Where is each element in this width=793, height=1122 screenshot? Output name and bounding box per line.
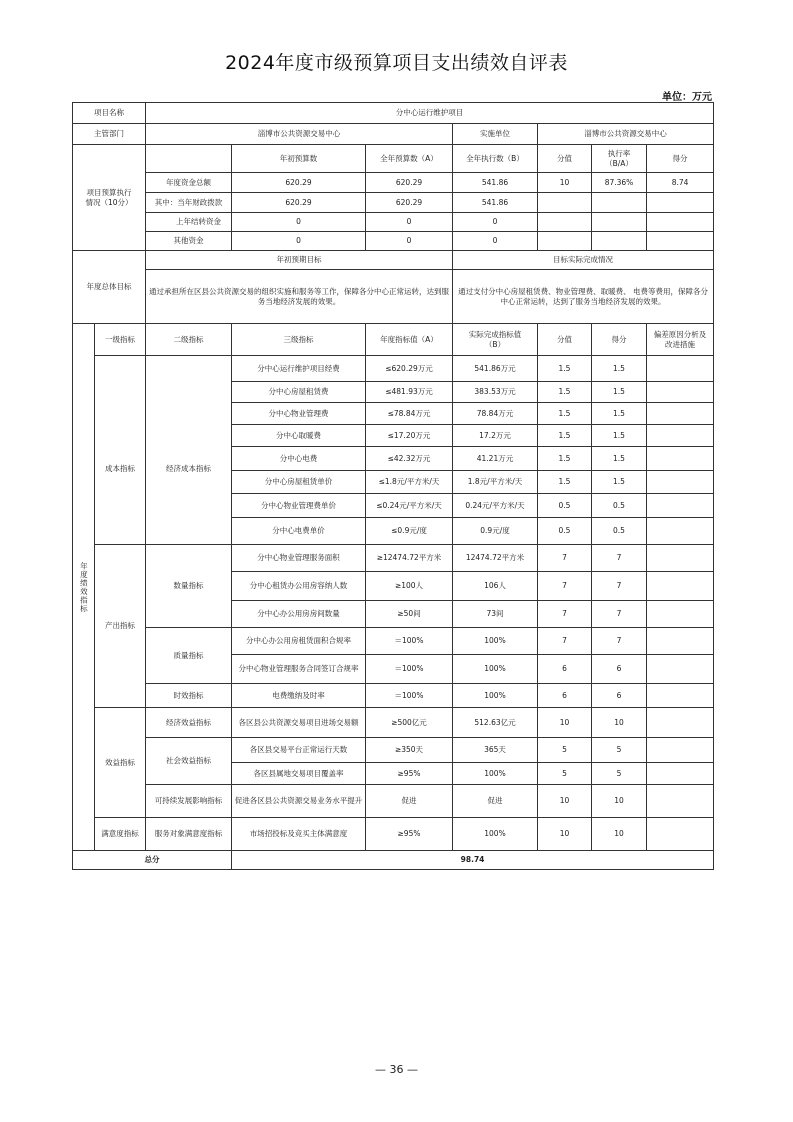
indicator-actual: 100%: [453, 628, 538, 655]
total-value: 98.74: [232, 851, 714, 870]
indicator-target: ≤481.93万元: [366, 382, 453, 403]
indicator-score: 1.5: [592, 382, 647, 403]
budget-initial: 620.29: [232, 193, 366, 213]
indicator-actual: 17.2万元: [453, 425, 538, 447]
indicator-target: ≤17.20万元: [366, 425, 453, 447]
budget-rate: [592, 193, 647, 213]
indicator-score: 0.5: [592, 494, 647, 518]
indicator-target: ≥50间: [366, 601, 453, 628]
total-row: [73, 851, 714, 870]
indicator-name: 分中心电费: [232, 447, 366, 471]
indicator-note: [647, 572, 714, 601]
indicators-header-row: [73, 324, 714, 356]
budget-rate: 87.36%: [592, 173, 647, 193]
indicator-row: [73, 545, 714, 572]
indicator-score: 5: [592, 738, 647, 763]
goals-actual-text: 通过支付分中心房屋租赁费、物业管理费、取暖费、 电费等费用，保障各分中心正常运转，达到了服务当地经济发展的效果。: [453, 270, 714, 324]
impl-label: 实施单位: [453, 124, 538, 145]
indicator-target: ≤0.9元/度: [366, 518, 453, 545]
indicator-value: 7: [538, 545, 592, 572]
indicators-header: 年度指标值（A）: [366, 324, 453, 356]
indicator-note: [647, 494, 714, 518]
indicator-name: 市场招投标及竞买主体满意度: [232, 818, 366, 851]
indicator-note: [647, 655, 714, 684]
indicator-score: 7: [592, 628, 647, 655]
budget-annual: 620.29: [366, 173, 453, 193]
indicator-name: 各区县交易平台正常运行天数: [232, 738, 366, 763]
project-name-value: 分中心运行维护项目: [146, 103, 714, 124]
indicator-score: 1.5: [592, 425, 647, 447]
budget-header: 得分: [647, 145, 714, 173]
budget-score: [647, 193, 714, 213]
indicator-note: [647, 356, 714, 382]
indicator-row: [73, 818, 714, 851]
impl-value: 淄博市公共资源交易中心: [538, 124, 714, 145]
indicator-actual: 78.84万元: [453, 403, 538, 425]
goals-section-label: 年度总体目标: [73, 251, 146, 324]
indicator-name: 各区县属地交易项目覆盖率: [232, 763, 366, 785]
budget-score: [647, 213, 714, 232]
budget-score-value: [538, 193, 592, 213]
indicator-target: ≥500亿元: [366, 708, 453, 738]
indicator-value: 6: [538, 684, 592, 708]
indicator-note: [647, 471, 714, 494]
indicator-target: ≥95%: [366, 763, 453, 785]
budget-row-label: 其中：当年财政拨款: [146, 193, 232, 213]
budget-header: 执行率（B/A）: [592, 145, 647, 173]
dept-row: [73, 124, 714, 145]
budget-header: 全年预算数（A）: [366, 145, 453, 173]
indicator-value: 7: [538, 572, 592, 601]
indicator-actual: 促进: [453, 785, 538, 818]
indicator-value: 5: [538, 738, 592, 763]
budget-row-label: 其他资金: [146, 232, 232, 251]
indicator-actual: 41.21万元: [453, 447, 538, 471]
goals-expected-text: 通过承担所在区县公共资源交易的组织实施和服务等工作，保障各分中心正常运转，达到服务当地经济发展的效果。: [146, 270, 453, 324]
indicator-name: 各区县公共资源交易项目进场交易额: [232, 708, 366, 738]
indicator-value: 1.5: [538, 382, 592, 403]
budget-initial: 0: [232, 213, 366, 232]
indicator-actual: 365天: [453, 738, 538, 763]
indicator-name: 分中心物业管理服务面积: [232, 545, 366, 572]
budget-initial: 620.29: [232, 173, 366, 193]
budget-rate: [592, 232, 647, 251]
project-name-label: 项目名称: [73, 103, 146, 124]
level1-indicator: 效益指标: [95, 708, 146, 818]
level2-indicator: 社会效益指标: [146, 738, 232, 785]
indicator-score: 1.5: [592, 447, 647, 471]
indicator-actual: 106人: [453, 572, 538, 601]
indicator-score: 7: [592, 545, 647, 572]
indicator-score: 6: [592, 655, 647, 684]
indicator-value: 7: [538, 628, 592, 655]
indicator-value: 5: [538, 763, 592, 785]
indicator-name: 分中心办公用房房间数量: [232, 601, 366, 628]
indicator-target: ≤78.84万元: [366, 403, 453, 425]
indicator-score: 7: [592, 572, 647, 601]
indicator-value: 10: [538, 818, 592, 851]
indicators-header: 实际完成指标值（B）: [453, 324, 538, 356]
level2-indicator: 质量指标: [146, 628, 232, 684]
indicator-name: 分中心租赁办公用房容纳人数: [232, 572, 366, 601]
budget-header: 全年执行数（B）: [453, 145, 538, 173]
indicator-note: [647, 601, 714, 628]
indicator-note: [647, 628, 714, 655]
project-name-row: [73, 103, 714, 124]
indicator-actual: 100%: [453, 818, 538, 851]
indicator-note: [647, 708, 714, 738]
budget-rate: [592, 213, 647, 232]
indicator-actual: 512.63亿元: [453, 708, 538, 738]
level2-indicator: 经济效益指标: [146, 708, 232, 738]
indicator-target: ≤1.8元/平方米/天: [366, 471, 453, 494]
indicator-target: ≤620.29万元: [366, 356, 453, 382]
indicator-name: 分中心房屋租赁单价: [232, 471, 366, 494]
indicators-header: 分值: [538, 324, 592, 356]
indicator-value: 10: [538, 708, 592, 738]
indicator-note: [647, 785, 714, 818]
goals-text-row: [73, 270, 714, 324]
indicator-score: 1.5: [592, 356, 647, 382]
performance-table: [72, 102, 714, 870]
indicators-header: 偏差原因分析及改进措施: [647, 324, 714, 356]
indicator-value: 1.5: [538, 403, 592, 425]
indicator-value: 1.5: [538, 425, 592, 447]
indicator-name: 分中心物业管理服务合同签订合规率: [232, 655, 366, 684]
page-title: 2024年度市级预算项目支出绩效自评表: [225, 52, 568, 74]
budget-annual: 620.29: [366, 193, 453, 213]
indicator-target: ≥100人: [366, 572, 453, 601]
indicator-score: 1.5: [592, 403, 647, 425]
indicator-value: 1.5: [538, 447, 592, 471]
budget-header-blank: [146, 145, 232, 173]
page-number: — 36 —: [375, 1063, 418, 1076]
budget-row: [73, 193, 714, 213]
indicator-name: 分中心取暖费: [232, 425, 366, 447]
budget-executed: 0: [453, 213, 538, 232]
indicator-score: 5: [592, 763, 647, 785]
budget-section-label: 项目预算执行情况（10分）: [73, 145, 146, 251]
budget-row: [73, 232, 714, 251]
indicators-header: 得分: [592, 324, 647, 356]
indicator-value: 0.5: [538, 518, 592, 545]
indicator-name: 分中心房屋租赁费: [232, 382, 366, 403]
unit-label: 单位：万元: [662, 92, 712, 103]
indicator-actual: 0.9元/度: [453, 518, 538, 545]
indicator-value: 10: [538, 785, 592, 818]
indicator-score: 10: [592, 785, 647, 818]
budget-score-value: 10: [538, 173, 592, 193]
indicator-target: ≥95%: [366, 818, 453, 851]
budget-initial: 0: [232, 232, 366, 251]
indicator-actual: 0.24元/平方米/天: [453, 494, 538, 518]
level2-indicator: 数量指标: [146, 545, 232, 628]
budget-row-label: 上年结转资金: [146, 213, 232, 232]
indicator-note: [647, 684, 714, 708]
indicator-name: 电费缴纳及时率: [232, 684, 366, 708]
dept-label: 主管部门: [73, 124, 146, 145]
indicator-row: [73, 356, 714, 382]
budget-score: [647, 232, 714, 251]
indicator-name: 分中心运行维护项目经费: [232, 356, 366, 382]
indicator-value: 1.5: [538, 356, 592, 382]
indicator-name: 分中心办公用房租赁面积合规率: [232, 628, 366, 655]
indicator-value: 1.5: [538, 471, 592, 494]
level1-indicator: 产出指标: [95, 545, 146, 708]
indicator-name: 促进各区县公共资源交易业务水平提升: [232, 785, 366, 818]
indicator-note: [647, 518, 714, 545]
indicator-score: 7: [592, 601, 647, 628]
indicator-actual: 541.86万元: [453, 356, 538, 382]
indicator-note: [647, 818, 714, 851]
budget-header: 分值: [538, 145, 592, 173]
indicator-target: ＝100%: [366, 628, 453, 655]
indicator-target: ≤42.32万元: [366, 447, 453, 471]
indicator-note: [647, 545, 714, 572]
indicator-actual: 73间: [453, 601, 538, 628]
indicator-row: [73, 738, 714, 763]
indicators-section-label: 年度绩效指标: [73, 324, 95, 851]
level2-indicator: 服务对象满意度指标: [146, 818, 232, 851]
indicator-actual: 383.53万元: [453, 382, 538, 403]
budget-score-value: [538, 213, 592, 232]
level2-indicator: 经济成本指标: [146, 356, 232, 545]
indicator-score: 6: [592, 684, 647, 708]
budget-executed: 541.86: [453, 193, 538, 213]
level1-indicator: 满意度指标: [95, 818, 146, 851]
indicators-header: 一级指标: [95, 324, 146, 356]
total-label: 总分: [73, 851, 232, 870]
budget-header-row: [73, 145, 714, 173]
budget-row: [73, 173, 714, 193]
indicator-actual: 1.8元/平方米/天: [453, 471, 538, 494]
indicator-actual: 100%: [453, 655, 538, 684]
indicator-note: [647, 382, 714, 403]
indicator-note: [647, 403, 714, 425]
indicator-score: 0.5: [592, 518, 647, 545]
indicator-value: 7: [538, 601, 592, 628]
indicator-target: 促进: [366, 785, 453, 818]
indicator-score: 10: [592, 818, 647, 851]
dept-value: 淄博市公共资源交易中心: [146, 124, 453, 145]
indicator-note: [647, 763, 714, 785]
indicators-header: 二级指标: [146, 324, 232, 356]
indicator-note: [647, 447, 714, 471]
indicators-header: 三级指标: [232, 324, 366, 356]
indicator-name: 分中心物业管理费: [232, 403, 366, 425]
indicator-name: 分中心物业管理费单价: [232, 494, 366, 518]
budget-executed: 0: [453, 232, 538, 251]
level2-indicator: 可持续发展影响指标: [146, 785, 232, 818]
level1-indicator: 成本指标: [95, 356, 146, 545]
budget-row-label: 年度资金总额: [146, 173, 232, 193]
budget-annual: 0: [366, 232, 453, 251]
indicator-target: ＝100%: [366, 655, 453, 684]
indicator-actual: 100%: [453, 763, 538, 785]
level2-indicator: 时效指标: [146, 684, 232, 708]
indicator-target: ≥12474.72平方米: [366, 545, 453, 572]
indicator-note: [647, 425, 714, 447]
indicator-target: ＝100%: [366, 684, 453, 708]
indicator-target: ≥350天: [366, 738, 453, 763]
indicator-value: 0.5: [538, 494, 592, 518]
indicator-score: 1.5: [592, 471, 647, 494]
indicator-row: [73, 708, 714, 738]
budget-row: [73, 213, 714, 232]
indicator-actual: 100%: [453, 684, 538, 708]
budget-header: 年初预算数: [232, 145, 366, 173]
indicator-score: 10: [592, 708, 647, 738]
indicator-note: [647, 738, 714, 763]
indicator-row: [73, 785, 714, 818]
budget-score: 8.74: [647, 173, 714, 193]
indicator-actual: 12474.72平方米: [453, 545, 538, 572]
indicator-value: 6: [538, 655, 592, 684]
indicator-row: [73, 684, 714, 708]
indicator-target: ≤0.24元/平方米/天: [366, 494, 453, 518]
goals-actual-header: 目标实际完成情况: [453, 251, 714, 270]
goals-expected-header: 年初预期目标: [146, 251, 453, 270]
budget-annual: 0: [366, 213, 453, 232]
goals-header-row: [73, 251, 714, 270]
indicator-name: 分中心电费单价: [232, 518, 366, 545]
budget-score-value: [538, 232, 592, 251]
budget-executed: 541.86: [453, 173, 538, 193]
indicator-row: [73, 628, 714, 655]
